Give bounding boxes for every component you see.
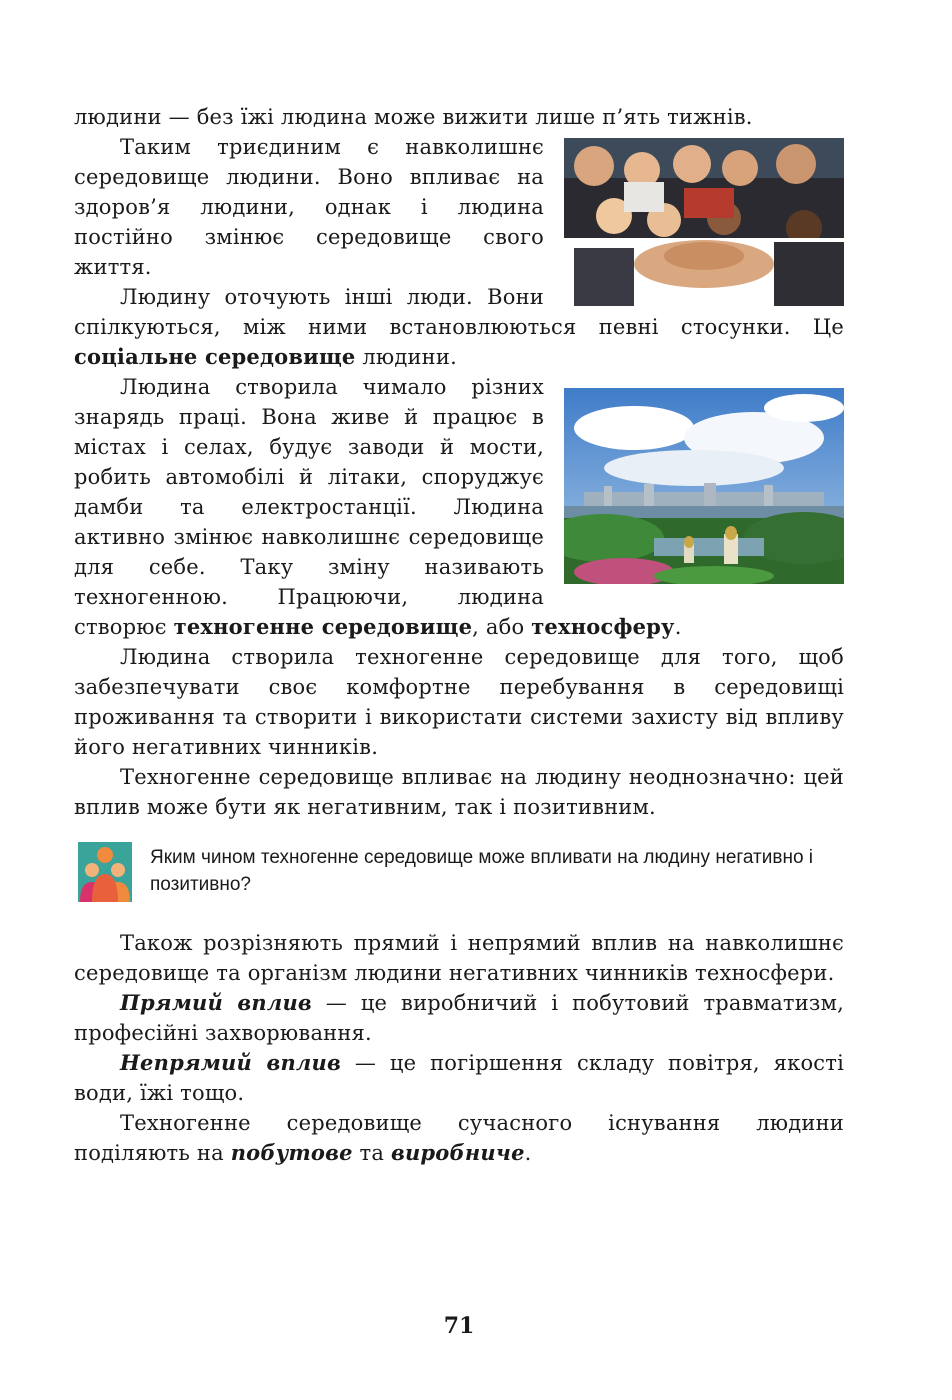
paragraph-direct-impact [74, 988, 844, 1048]
paragraph-technosphere [74, 372, 844, 642]
text-span: та [352, 1141, 391, 1165]
text-span: , або [472, 615, 532, 639]
term-indirect-impact: Непрямий вплив [120, 1050, 341, 1075]
section-social [74, 132, 844, 372]
page-number: 71 [443, 1313, 475, 1339]
question-text: Яким чином техногенне середовище може впливати на людину негативно і позитивно? [150, 847, 814, 895]
photo-city-landscape [564, 388, 844, 584]
term-household: побутове [230, 1140, 353, 1165]
term-industrial: виробниче [390, 1140, 525, 1165]
text-span: Техногенне середовище сучасного існування людини поділяють на [74, 1111, 844, 1165]
text-span: Людину оточують інші люди. Вони спілкуються, між ними встановлюються певні стосунки. Це [74, 285, 844, 339]
paragraph-ambiguous-impact: Техногенне середовище впливає на людину неоднозначно: цей вплив може бути як негативним, так і позитивним. [74, 765, 844, 819]
photo-people-hands [564, 138, 844, 306]
section-technosphere [74, 372, 844, 642]
paragraph-purpose: Людина створила техногенне середовище для того, щоб забезпечувати своє комфортне перебування в середовищі проживання та створити і використати системи захисту від впливу його негативних чинників. [74, 645, 844, 759]
discussion-question [78, 842, 844, 902]
text-span: Людина створила чимало різних знарядь праці. Вона живе й працює в містах і селах, будує заводи й мости, робить автомобілі й літаки, споруджує дамби та електростанції. Людина активно змінює навколишнє середовище для себе. Таку зміну називають техногенною. Працюючи, людина створює [74, 375, 544, 639]
page-body [74, 102, 844, 1168]
text-span: — це погіршення складу повітря, якості води, їжі тощо. [74, 1051, 844, 1105]
text-span: . [674, 615, 682, 639]
term-technogenic-environment: техногенне середовище [173, 614, 473, 639]
paragraph-intro: людини — без їжі людина може вижити лише п’ять тижнів. [74, 105, 753, 129]
paragraph-indirect-impact [74, 1048, 844, 1108]
text-span: — це виробничий і побутовий травматизм, професійні захворювання. [74, 991, 844, 1045]
paragraph-environment-types [74, 1108, 844, 1168]
term-direct-impact: Прямий вплив [120, 990, 312, 1015]
term-social-environment: соціальне середовище [74, 344, 356, 369]
group-discussion-icon [78, 842, 132, 902]
paragraph-environment-triune: Таким триєдиним є навколишнє середовище людини. Воно впливає на здоров’я людини, однак і людина постійно змінює середовище свого життя. [74, 135, 544, 279]
text-span: . [524, 1141, 532, 1165]
term-technosphere: техносферу [531, 614, 675, 639]
paragraph-direct-indirect: Також розрізняють прямий і непрямий вплив на навколишнє середовище та організм людини негативних чинників техносфери. [74, 931, 844, 985]
text-span: людини. [355, 345, 457, 369]
